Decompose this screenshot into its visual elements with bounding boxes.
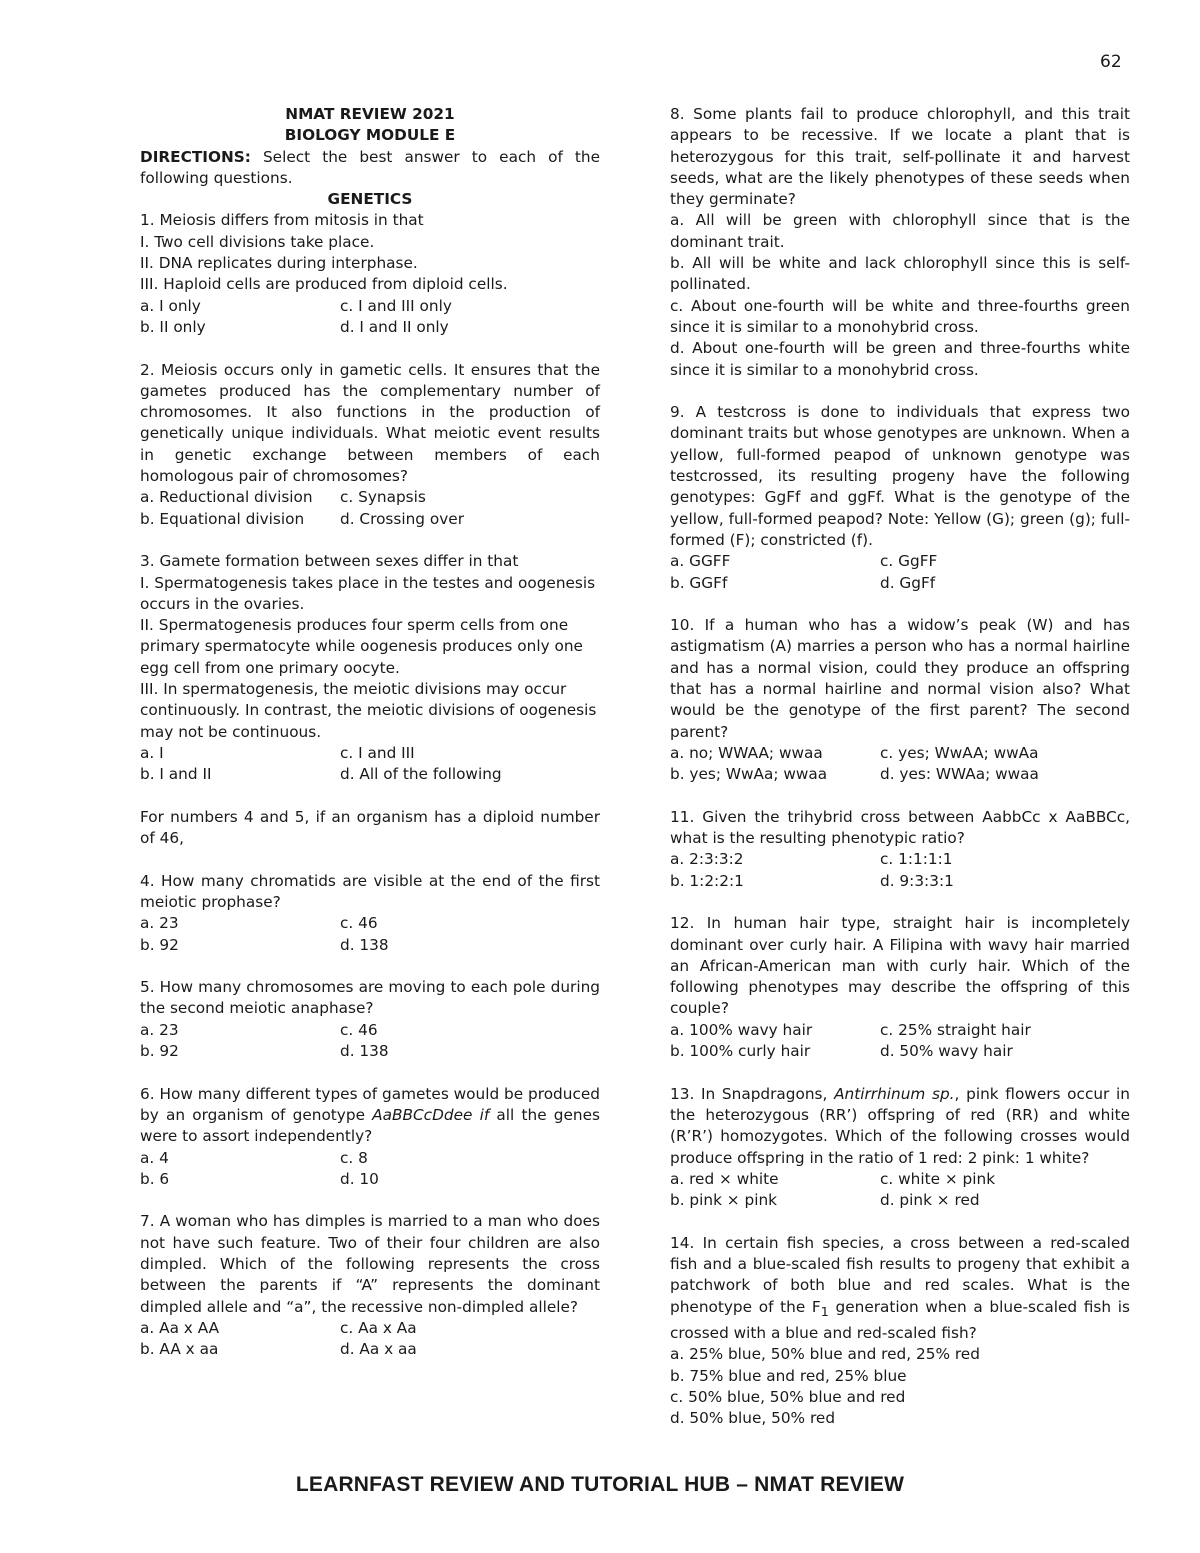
left-column xyxy=(140,104,600,1382)
question-8 xyxy=(670,104,1130,381)
option-b: b. 92 xyxy=(140,1042,179,1061)
directions-text: Select the best answer to each of the following questions. xyxy=(140,147,600,187)
option-row xyxy=(670,551,1130,572)
option-d: d. 138 xyxy=(340,935,389,954)
directions xyxy=(140,147,600,190)
option-d: d. 50% wavy hair xyxy=(880,1042,1013,1061)
option-row xyxy=(670,1020,1130,1041)
question-line: I. Two cell divisions take place. xyxy=(140,232,375,251)
option-b: b. 1:2:2:1 xyxy=(670,871,744,890)
choice-d: d. About one-fourth will be green and three-fourths white since it is similar to a monohybrid cross. xyxy=(670,339,1130,379)
question-line: III. In spermatogenesis, the meiotic divisions may occur continuously. In contrast, the meiotic divisions of oogenesis may not be continuous. xyxy=(140,680,597,741)
question-stem: 4. How many chromatids are visible at the end of the first meiotic prophase? xyxy=(140,871,600,911)
question-stem xyxy=(140,1084,600,1148)
stem-part: , pink flowers occur in the heterozygous (RR’) offspring of red (RR) and white (R’R’) homozygotes. Which of the following crosses would produce offspring in the ratio of 1 red: 2 pink: 1 white? xyxy=(670,1084,1130,1167)
option-row xyxy=(670,849,1130,870)
choice-b: b. 75% blue and red, 25% blue xyxy=(670,1366,907,1385)
option-c: c. I and III only xyxy=(340,296,452,315)
option-c: c. 46 xyxy=(340,1020,378,1039)
option-row xyxy=(140,1041,600,1062)
option-row xyxy=(670,1041,1130,1062)
option-b: b. 92 xyxy=(140,935,179,954)
option-a: a. GGFF xyxy=(670,552,731,571)
option-row xyxy=(670,743,1130,764)
option-b: b. II only xyxy=(140,317,206,336)
option-row xyxy=(670,1169,1130,1190)
question-1 xyxy=(140,210,600,338)
note-4-5 xyxy=(140,807,600,850)
question-line: 1. Meiosis differs from mitosis in that xyxy=(140,211,424,230)
question-stem xyxy=(670,1084,1130,1169)
question-stem: 7. A woman who has dimples is married to a man who does not have such feature. Two of their four children are also dimpled. Which of the following represents the cross between the parents if “A” represents the dominant dimpled allele and “a”, the recessive non-dimpled allele? xyxy=(140,1212,600,1316)
question-line: I. Spermatogenesis takes place in the testes and oogenesis occurs in the ovaries. xyxy=(140,573,596,613)
option-row xyxy=(140,487,600,508)
subscript: 1 xyxy=(820,1304,829,1320)
question-stem: 10. If a human who has a widow’s peak (W) and has astigmatism (A) marries a person who has a normal hairline and has a normal vision, could they produce an offspring that has a normal hairline and normal vision also? What would be the genotype of the first parent? The second parent? xyxy=(670,616,1130,741)
option-row xyxy=(670,764,1130,785)
question-line: II. DNA replicates during interphase. xyxy=(140,254,418,273)
option-row xyxy=(140,509,600,530)
option-row xyxy=(140,1318,600,1339)
option-b: b. Equational division xyxy=(140,509,305,528)
option-a: a. 2:3:3:2 xyxy=(670,850,744,869)
option-d: d. Aa x aa xyxy=(340,1340,417,1359)
option-c: c. I and III xyxy=(340,743,415,762)
note-text: For numbers 4 and 5, if an organism has a diploid number of 46, xyxy=(140,807,600,848)
option-d: d. I and II only xyxy=(340,317,449,336)
option-d: d. GgFf xyxy=(880,573,936,592)
option-a: a. 4 xyxy=(140,1148,169,1167)
page-number: 62 xyxy=(1100,52,1122,72)
choice-a: a. All will be green with chlorophyll since that is the dominant trait. xyxy=(670,211,1130,251)
section-heading: GENETICS xyxy=(327,190,413,209)
option-row xyxy=(140,935,600,956)
question-5 xyxy=(140,977,600,1062)
question-7 xyxy=(140,1211,600,1360)
question-4 xyxy=(140,871,600,956)
option-c: c. Aa x Aa xyxy=(340,1318,417,1337)
question-stem: 12. In human hair type, straight hair is incompletely dominant over curly hair. A Filipina with wavy hair married an African-American man with curly hair. Which of the following phenotypes may describe the offspring of this couple? xyxy=(670,914,1130,1018)
question-stem xyxy=(670,1233,1130,1345)
question-line: III. Haploid cells are produced from diploid cells. xyxy=(140,275,508,294)
question-stem: 8. Some plants fail to produce chlorophyll, and this trait appears to be recessive. If we locate a plant that is heterozygous for this trait, self-pollinate it and harvest seeds, what are the likely phenotypes of these seeds when they germinate? xyxy=(670,105,1130,209)
option-row xyxy=(140,1148,600,1169)
option-row xyxy=(670,871,1130,892)
option-d: d. 9:3:3:1 xyxy=(880,871,954,890)
species-italic: Antirrhinum sp. xyxy=(834,1084,955,1103)
option-a: a. 100% wavy hair xyxy=(670,1020,813,1039)
question-line: II. Spermatogenesis produces four sperm cells from one primary spermatocyte while oogenesis produces only one egg cell from one primary oocyte. xyxy=(140,616,583,677)
option-row xyxy=(140,317,600,338)
choice-c: c. About one-fourth will be white and three-fourths green since it is similar to a monohybrid cross. xyxy=(670,296,1130,336)
module-subtitle: BIOLOGY MODULE E xyxy=(284,126,456,145)
question-11 xyxy=(670,807,1130,892)
option-b: b. I and II xyxy=(140,765,212,784)
option-c: c. 46 xyxy=(340,914,378,933)
option-c: c. GgFF xyxy=(880,552,938,571)
option-d: d. All of the following xyxy=(340,765,502,784)
option-row xyxy=(140,764,600,785)
option-row xyxy=(140,296,600,317)
option-a: a. I only xyxy=(140,296,201,315)
question-stem: 11. Given the trihybrid cross between AabbCc x AaBBCc, what is the resulting phenotypic ratio? xyxy=(670,807,1130,848)
option-row xyxy=(670,1190,1130,1211)
question-3 xyxy=(140,551,600,785)
option-a: a. red × white xyxy=(670,1169,779,1188)
question-14 xyxy=(670,1233,1130,1430)
option-d: d. pink × red xyxy=(880,1191,980,1210)
option-c: c. 1:1:1:1 xyxy=(880,850,953,869)
choice-d: d. 50% blue, 50% red xyxy=(670,1409,836,1428)
option-b: b. AA x aa xyxy=(140,1340,219,1359)
option-a: a. 23 xyxy=(140,914,179,933)
option-a: a. Aa x AA xyxy=(140,1318,220,1337)
option-c: c. 8 xyxy=(340,1148,368,1167)
option-c: c. Synapsis xyxy=(340,488,426,507)
option-d: d. 138 xyxy=(340,1042,389,1061)
choice-a: a. 25% blue, 50% blue and red, 25% red xyxy=(670,1345,980,1364)
option-c: c. 25% straight hair xyxy=(880,1020,1031,1039)
stem-part: 14. In certain fish species, a cross between a red-scaled fish and a blue-scaled fish results to progeny that exhibit a patchwork of both blue and red scales. What is the phenotype of the F xyxy=(670,1233,1130,1316)
option-c: c. white × pink xyxy=(880,1169,996,1188)
page-footer: LEARNFAST REVIEW AND TUTORIAL HUB – NMAT REVIEW xyxy=(295,1473,905,1496)
question-stem: 5. How many chromosomes are moving to each pole during the second meiotic anaphase? xyxy=(140,978,600,1018)
option-row xyxy=(670,573,1130,594)
option-c: c. yes; WwAA; wwAa xyxy=(880,743,1039,762)
question-line: 3. Gamete formation between sexes differ in that xyxy=(140,552,519,571)
option-a: a. no; WWAA; wwaa xyxy=(670,743,823,762)
stem-part: 6. How many different types of gametes would be produced by an organism of genotype xyxy=(140,1084,600,1124)
question-stem: 9. A testcross is done to individuals that express two dominant traits but whose genotypes are unknown. When a yellow, full-formed peapod of unknown genotype was testcrossed, its resulting progeny have the following genotypes: GgFf and ggFf. What is the genotype of the yellow, full-formed peapod? Note: Yellow (G); green (g); full-formed (F); constricted (f). xyxy=(670,403,1130,549)
option-row xyxy=(140,743,600,764)
option-d: d. yes: WWAa; wwaa xyxy=(880,765,1039,784)
option-b: b. GGFf xyxy=(670,573,728,592)
option-a: a. Reductional division xyxy=(140,488,313,507)
directions-label: DIRECTIONS: xyxy=(140,147,251,166)
option-b: b. pink × pink xyxy=(670,1191,778,1210)
question-stem: 2. Meiosis occurs only in gametic cells. It ensures that the gametes produced has the complementary number of chromosomes. It also functions in the production of genetically unique individuals. What meiotic event results in genetic exchange between members of each homologous pair of chromosomes? xyxy=(140,360,600,486)
option-b: b. yes; WwAa; wwaa xyxy=(670,765,828,784)
option-row xyxy=(140,1339,600,1360)
stem-part: generation when a blue-scaled fish is crossed with a blue and red-scaled fish? xyxy=(670,1297,1130,1342)
option-d: d. Crossing over xyxy=(340,509,464,528)
stem-part: 13. In Snapdragons, xyxy=(670,1084,835,1103)
question-13 xyxy=(670,1084,1130,1212)
option-a: a. 23 xyxy=(140,1020,179,1039)
option-a: a. I xyxy=(140,743,164,762)
question-12 xyxy=(670,913,1130,1062)
option-b: b. 6 xyxy=(140,1169,170,1188)
choice-b: b. All will be white and lack chlorophyll since this is self-pollinated. xyxy=(670,254,1130,294)
question-10 xyxy=(670,615,1130,785)
genotype-italic: AaBBCcDdee if xyxy=(372,1105,490,1124)
right-column xyxy=(670,104,1130,1451)
option-b: b. 100% curly hair xyxy=(670,1042,811,1061)
question-9 xyxy=(670,402,1130,594)
question-2 xyxy=(140,360,600,530)
module-title: NMAT REVIEW 2021 xyxy=(285,105,455,123)
option-row xyxy=(140,1169,600,1190)
question-6 xyxy=(140,1084,600,1190)
choice-c: c. 50% blue, 50% blue and red xyxy=(670,1387,906,1406)
option-row xyxy=(140,1020,600,1041)
stem-part: all the genes were to assort independently? xyxy=(140,1105,600,1146)
option-row xyxy=(140,913,600,934)
option-d: d. 10 xyxy=(340,1169,379,1188)
